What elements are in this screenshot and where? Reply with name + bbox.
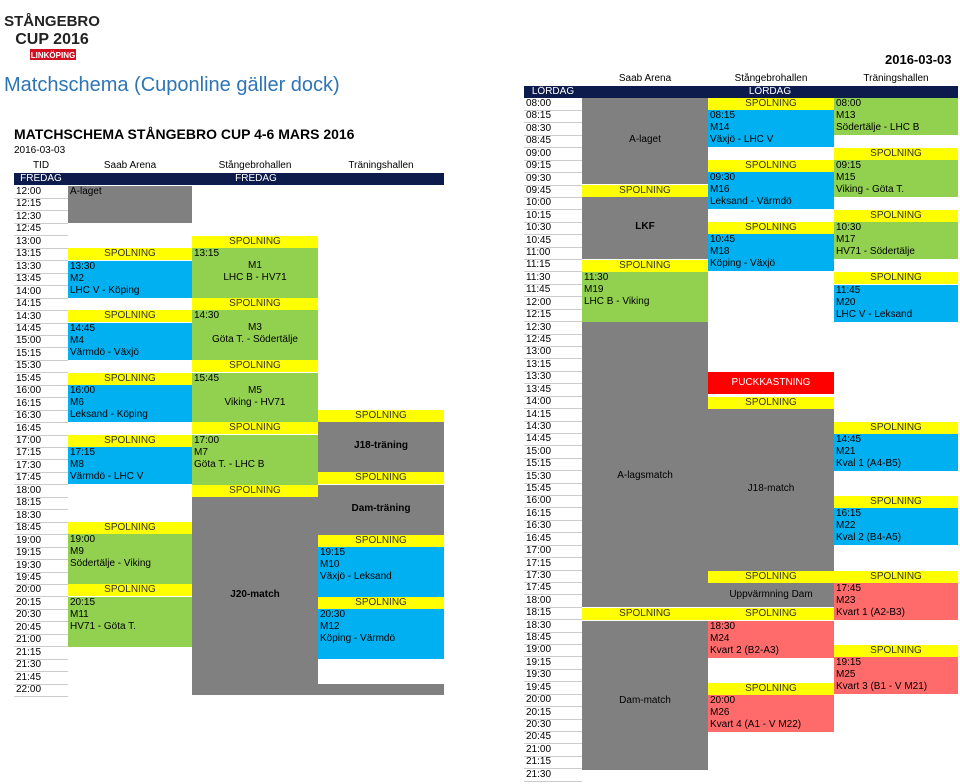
header-stangebrohallen: Stångebrohallen <box>218 160 292 171</box>
time-cell: 17:30 <box>14 460 68 473</box>
spolning: SPOLNING <box>834 210 958 222</box>
match-m23 <box>834 583 958 620</box>
match-m3 <box>192 310 318 360</box>
match-m8 <box>68 447 192 484</box>
time-cell: 20:00 <box>524 694 582 707</box>
match-time: 09:15 <box>836 160 862 171</box>
time-cell: 20:30 <box>14 609 68 622</box>
time-cell: 13:00 <box>14 236 68 249</box>
match-teams: LHC B - Viking <box>584 296 650 307</box>
time-cell: 16:45 <box>524 533 582 546</box>
spolning: SPOLNING <box>708 608 834 620</box>
match-time: 16:15 <box>836 508 862 519</box>
time-cell: 15:30 <box>14 360 68 373</box>
match-teams: LHC V - Köping <box>70 285 140 296</box>
warmup-block <box>708 583 834 607</box>
match-m5 <box>192 373 318 423</box>
time-cell: 09:30 <box>524 173 582 186</box>
header-saab-arena: Saab Arena <box>618 73 672 84</box>
time-cell: 19:15 <box>14 547 68 560</box>
match-time: 10:45 <box>710 234 736 245</box>
logo-line2: CUP 2016 <box>15 31 89 48</box>
a-lagsmatch-block <box>582 322 708 607</box>
time-cell: 17:45 <box>524 582 582 595</box>
time-cell: 17:45 <box>14 472 68 485</box>
spolning: SPOLNING <box>68 373 192 385</box>
spolning: SPOLNING <box>192 422 318 434</box>
spolning: SPOLNING <box>834 272 958 284</box>
match-teams: Värmdö - LHC V <box>70 471 144 482</box>
time-cell: 16:15 <box>524 508 582 521</box>
time-cell: 10:30 <box>524 222 582 235</box>
match-teams: HV71 - Göta T. <box>70 621 136 632</box>
time-cell: 21:30 <box>14 659 68 672</box>
time-cell: 18:00 <box>14 485 68 498</box>
match-id: M22 <box>836 520 856 531</box>
spolning: SPOLNING <box>192 485 318 497</box>
match-teams: HV71 - Södertälje <box>836 246 915 257</box>
time-cell: 20:15 <box>14 597 68 610</box>
match-id: M21 <box>836 446 856 457</box>
spolning: SPOLNING <box>318 410 444 422</box>
a-laget-label: A-laget <box>629 134 661 145</box>
time-cell: 18:45 <box>524 632 582 645</box>
match-m2 <box>68 261 192 298</box>
time-cell: 16:30 <box>14 410 68 423</box>
a-laget-block <box>68 186 192 223</box>
time-cell: 15:15 <box>524 458 582 471</box>
time-cell: 21:45 <box>14 672 68 685</box>
time-cell: 13:15 <box>524 359 582 372</box>
match-id: M9 <box>70 546 84 557</box>
time-cell: 16:15 <box>14 398 68 411</box>
match-teams: Köping - Värmdö <box>320 633 396 644</box>
header-saab-arena: Saab Arena <box>103 160 157 171</box>
spolning: SPOLNING <box>834 496 958 508</box>
time-cell: 20:45 <box>524 731 582 744</box>
dam-match-block <box>582 621 708 770</box>
time-cell: 17:00 <box>524 545 582 558</box>
dam-training-label: Dam-träning <box>351 503 411 514</box>
time-cell: 14:45 <box>524 433 582 446</box>
match-time: 11:30 <box>584 272 609 283</box>
spolning: SPOLNING <box>192 236 318 248</box>
time-cell: 14:00 <box>14 286 68 299</box>
time-cell: 16:00 <box>524 495 582 508</box>
time-cell: 21:00 <box>524 744 582 757</box>
match-m13 <box>834 98 958 135</box>
match-m4 <box>68 323 192 360</box>
page-title: Matchschema (Cuponline gäller dock) <box>4 74 340 96</box>
match-teams: Kvart 3 (B1 - V M21) <box>836 681 928 692</box>
time-cell: 08:30 <box>524 123 582 136</box>
spolning: SPOLNING <box>582 260 708 272</box>
match-teams: Södertälje - LHC B <box>836 122 920 133</box>
time-cell: 19:45 <box>524 682 582 695</box>
time-cell: 15:45 <box>524 483 582 496</box>
dam-match-label: Dam-match <box>619 695 671 706</box>
time-cell: 22:00 <box>14 684 68 697</box>
time-cell: 09:15 <box>524 160 582 173</box>
match-m11 <box>68 597 192 647</box>
time-cell: 09:45 <box>524 185 582 198</box>
match-teams: LHC V - Leksand <box>836 309 913 320</box>
match-time: 10:30 <box>836 222 862 233</box>
match-time: 08:15 <box>710 110 736 121</box>
match-id: M26 <box>710 707 730 718</box>
time-cell: 12:15 <box>524 309 582 322</box>
match-m9 <box>68 534 192 584</box>
spolning: SPOLNING <box>318 597 444 609</box>
match-teams: Växjö - LHC V <box>710 134 774 145</box>
spolning: SPOLNING <box>834 422 958 434</box>
time-cell: 13:00 <box>524 346 582 359</box>
spolning: SPOLNING <box>318 472 444 484</box>
day-label: FREDAG <box>14 173 68 185</box>
time-cell: 14:00 <box>524 396 582 409</box>
match-time: 20:00 <box>710 695 736 706</box>
j18-match-block <box>708 409 834 571</box>
time-cell: 16:00 <box>14 385 68 398</box>
time-cell: 17:15 <box>524 558 582 571</box>
spolning: SPOLNING <box>68 522 192 534</box>
time-cell: 19:45 <box>14 572 68 585</box>
match-teams: Leksand - Värmdö <box>710 196 792 207</box>
match-teams: Viking - HV71 <box>224 397 286 408</box>
time-cell: 13:45 <box>524 384 582 397</box>
time-cell: 12:30 <box>14 211 68 224</box>
spolning: SPOLNING <box>708 683 834 695</box>
match-teams: Göta T. - Södertälje <box>212 334 298 345</box>
time-cell: 10:45 <box>524 235 582 248</box>
left-date: 2016-03-03 <box>14 145 66 156</box>
match-time: 15:45 <box>194 373 220 384</box>
time-cell: 14:45 <box>14 323 68 336</box>
time-cell: 12:00 <box>14 186 68 199</box>
spolning: SPOLNING <box>708 397 834 409</box>
match-teams: Växjö - Leksand <box>320 571 392 582</box>
spolning: SPOLNING <box>318 535 444 547</box>
time-cell: 12:00 <box>524 297 582 310</box>
time-cell: 12:30 <box>524 322 582 335</box>
time-cell: 08:15 <box>524 110 582 123</box>
day-banner: LÖRDAG <box>582 86 958 98</box>
match-id: M7 <box>194 447 208 458</box>
match-time: 16:00 <box>70 385 96 396</box>
spolning: SPOLNING <box>708 222 834 234</box>
spolning: SPOLNING <box>68 584 192 596</box>
match-time: 14:30 <box>194 310 220 321</box>
time-cell: 11:30 <box>524 272 582 285</box>
time-cell: 16:45 <box>14 423 68 436</box>
spolning: SPOLNING <box>68 310 192 322</box>
match-teams: Göta T. - LHC B <box>194 459 265 470</box>
time-cell: 08:45 <box>524 135 582 148</box>
match-time: 20:15 <box>70 597 96 608</box>
time-cell: 14:30 <box>14 311 68 324</box>
time-cell: 20:30 <box>524 719 582 732</box>
match-time: 14:45 <box>70 323 96 334</box>
time-cell: 10:00 <box>524 197 582 210</box>
spolning: SPOLNING <box>834 148 958 160</box>
time-cell: 08:00 <box>524 98 582 111</box>
time-cell: 18:45 <box>14 522 68 535</box>
time-cell: 18:30 <box>14 510 68 523</box>
match-m19 <box>582 272 708 322</box>
j20-match-block <box>192 497 318 695</box>
spolning: SPOLNING <box>192 360 318 372</box>
closing-bar <box>318 684 444 695</box>
match-teams: Södertälje - Viking <box>70 558 151 569</box>
header-traningshallen: Träningshallen <box>348 160 414 171</box>
match-id: M13 <box>836 110 856 121</box>
match-time: 19:15 <box>320 547 346 558</box>
j18-match-label: J18-match <box>747 483 795 494</box>
puckkastning-block: PUCKKASTNING <box>708 372 834 394</box>
match-m10 <box>318 547 444 597</box>
time-cell: 16:30 <box>524 520 582 533</box>
time-cell: 13:30 <box>524 371 582 384</box>
match-teams: Värmdö - Växjö <box>70 347 139 358</box>
match-m25 <box>834 657 958 694</box>
time-cell: 21:15 <box>14 647 68 660</box>
match-m1 <box>192 248 318 298</box>
match-teams: Kvart 2 (B2-A3) <box>710 645 779 656</box>
time-cell: 20:45 <box>14 622 68 635</box>
spolning: SPOLNING <box>834 645 958 657</box>
match-id: M5 <box>248 385 262 396</box>
logo-line1: STÅNGEBRO <box>4 13 100 30</box>
match-time: 17:15 <box>70 447 96 458</box>
match-id: M18 <box>710 246 730 257</box>
time-cell: 17:15 <box>14 447 68 460</box>
match-m21 <box>834 434 958 471</box>
time-cell: 14:15 <box>14 298 68 311</box>
match-m18 <box>708 234 834 271</box>
time-cell: 21:15 <box>524 756 582 769</box>
time-cell: 15:00 <box>524 446 582 459</box>
match-time: 13:15 <box>194 248 220 259</box>
header-stangebrohallen: Stångebrohallen <box>734 73 808 84</box>
time-cell: 19:00 <box>14 535 68 548</box>
match-time: 17:45 <box>836 583 862 594</box>
time-cell: 17:00 <box>14 435 68 448</box>
time-cell: 13:30 <box>14 261 68 274</box>
time-cell: 12:45 <box>524 334 582 347</box>
match-id: M3 <box>248 322 262 333</box>
time-cell: 21:30 <box>524 769 582 782</box>
time-cell: 14:15 <box>524 409 582 422</box>
match-teams: Leksand - Köping <box>70 409 148 420</box>
spolning: SPOLNING <box>708 571 834 583</box>
match-m17 <box>834 222 958 259</box>
spolning: SPOLNING <box>708 98 834 110</box>
match-time: 11:45 <box>836 285 861 296</box>
dam-training-block <box>318 485 444 535</box>
match-id: M4 <box>70 335 84 346</box>
time-cell: 18:00 <box>524 595 582 608</box>
spolning: SPOLNING <box>68 248 192 260</box>
match-id: M17 <box>836 234 856 245</box>
a-lagsmatch-label: A-lagsmatch <box>617 470 673 481</box>
a-laget-label: A-laget <box>70 186 102 197</box>
time-cell: 11:00 <box>524 247 582 260</box>
match-time: 20:30 <box>320 609 346 620</box>
match-m20 <box>834 285 958 322</box>
match-time: 08:00 <box>836 98 862 109</box>
header-traningshallen: Träningshallen <box>863 73 929 84</box>
match-m22 <box>834 508 958 545</box>
left-schedule-title: MATCHSCHEMA STÅNGEBRO CUP 4-6 MARS 2016 <box>14 126 355 142</box>
match-m7 <box>192 435 318 485</box>
match-id: M19 <box>584 284 604 295</box>
match-id: M11 <box>70 609 89 620</box>
match-m12 <box>318 609 444 659</box>
lkf-label: LKF <box>635 221 655 232</box>
match-teams: Kvart 1 (A2-B3) <box>836 607 905 618</box>
time-cell: 19:00 <box>524 644 582 657</box>
match-teams: Köping - Växjö <box>710 258 776 269</box>
time-cell: 11:45 <box>524 284 582 297</box>
time-cell: 13:45 <box>14 273 68 286</box>
match-teams: Kvart 4 (A1 - V M22) <box>710 719 802 730</box>
match-teams: Kval 2 (B4-A5) <box>836 532 902 543</box>
match-id: M23 <box>836 595 856 606</box>
time-cell: 19:15 <box>524 657 582 670</box>
match-id: M25 <box>836 669 856 680</box>
day-label: LÖRDAG <box>524 86 582 98</box>
time-cell: 15:00 <box>14 335 68 348</box>
warmup-label: Uppvärmning Dam <box>729 589 813 600</box>
match-m6 <box>68 385 192 422</box>
match-id: M6 <box>70 397 84 408</box>
match-time: 14:45 <box>836 434 862 445</box>
time-cell: 18:15 <box>14 497 68 510</box>
time-cell: 12:45 <box>14 223 68 236</box>
match-time: 18:30 <box>710 621 736 632</box>
logo-line3: LINKÖPING <box>30 51 76 60</box>
day-banner: FREDAG <box>68 173 444 185</box>
match-m24 <box>708 621 834 658</box>
match-id: M24 <box>710 633 730 644</box>
match-id: M16 <box>710 184 730 195</box>
time-cell: 15:15 <box>14 348 68 361</box>
spolning: SPOLNING <box>192 298 318 310</box>
match-time: 19:15 <box>836 657 862 668</box>
time-cell: 14:30 <box>524 421 582 434</box>
time-cell: 09:00 <box>524 148 582 161</box>
match-id: M2 <box>70 273 84 284</box>
match-m15 <box>834 160 958 197</box>
match-id: M10 <box>320 559 340 570</box>
j20-match-label: J20-match <box>230 589 280 600</box>
time-cell: 18:30 <box>524 620 582 633</box>
time-cell: 13:15 <box>14 248 68 261</box>
spolning: SPOLNING <box>834 571 958 583</box>
time-cell: 20:15 <box>524 707 582 720</box>
match-time: 19:00 <box>70 534 96 545</box>
time-cell: 11:15 <box>524 259 582 272</box>
spolning: SPOLNING <box>582 608 708 620</box>
time-cell: 18:15 <box>524 607 582 620</box>
j18-training-label: J18-träning <box>354 440 408 451</box>
match-id: M1 <box>248 260 262 271</box>
time-cell: 17:30 <box>524 570 582 583</box>
match-id: M8 <box>70 459 84 470</box>
match-time: 09:30 <box>710 172 736 183</box>
match-teams: Kval 1 (A4-B5) <box>836 458 902 469</box>
a-laget-block <box>582 98 708 184</box>
match-m16 <box>708 172 834 209</box>
match-id: M14 <box>710 122 730 133</box>
header-tid: TID <box>32 160 50 171</box>
time-cell: 19:30 <box>524 669 582 682</box>
time-cell: 15:45 <box>14 373 68 386</box>
match-id: M20 <box>836 297 856 308</box>
spolning: SPOLNING <box>582 185 708 197</box>
match-id: M15 <box>836 172 856 183</box>
match-teams: LHC B - HV71 <box>223 272 287 283</box>
time-cell: 19:30 <box>14 560 68 573</box>
match-m14 <box>708 110 834 147</box>
spolning: SPOLNING <box>68 435 192 447</box>
lkf-block <box>582 197 708 259</box>
match-id: M12 <box>320 621 340 632</box>
stangebro-cup-logo <box>4 6 100 64</box>
time-cell: 20:00 <box>14 584 68 597</box>
j18-training-block <box>318 422 444 472</box>
time-cell: 10:15 <box>524 210 582 223</box>
time-cell: 12:15 <box>14 198 68 211</box>
match-teams: Viking - Göta T. <box>836 184 904 195</box>
spolning: SPOLNING <box>708 160 834 172</box>
match-time: 17:00 <box>194 435 220 446</box>
match-time: 13:30 <box>70 261 96 272</box>
match-m26 <box>708 695 834 732</box>
right-date: 2016-03-03 <box>885 52 952 67</box>
time-cell: 15:30 <box>524 471 582 484</box>
time-cell: 21:00 <box>14 634 68 647</box>
